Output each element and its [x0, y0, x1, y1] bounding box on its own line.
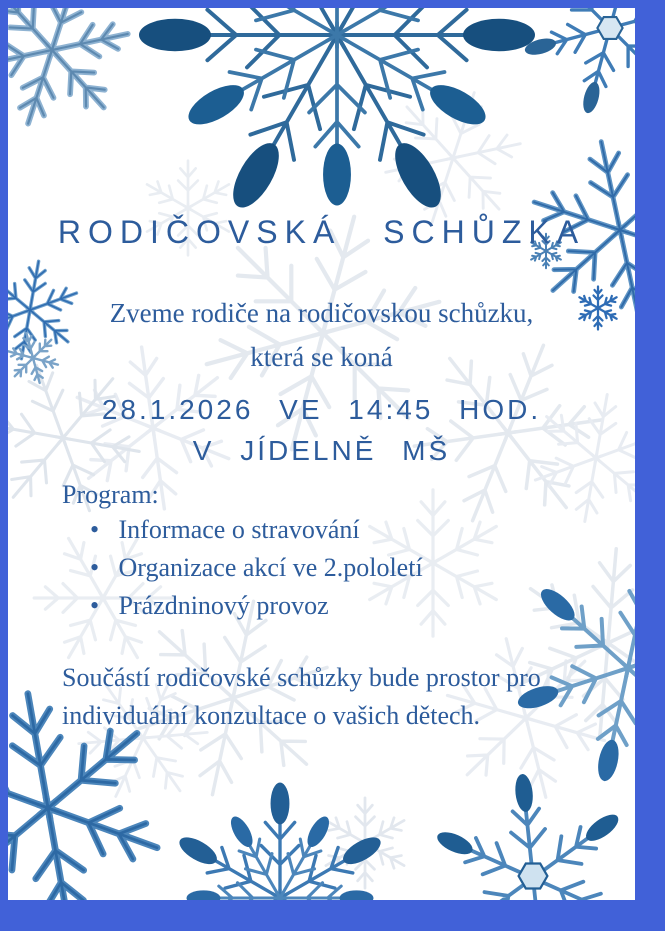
- program-list: [90, 511, 423, 625]
- intro-line-1: Zveme rodiče na rodičovskou schůzku,: [109, 298, 534, 328]
- page-title: RODIČOVSKÁ SCHŮZKA: [57, 214, 586, 250]
- datetime-line-2: V JÍDELNĚ MŠ: [192, 435, 451, 466]
- program-item-label: Informace o stravování: [118, 515, 360, 544]
- intro-line-2: která se koná: [250, 342, 393, 372]
- program-item: [90, 587, 423, 625]
- bullet-icon: •: [90, 553, 100, 582]
- bullet-icon: •: [90, 515, 100, 544]
- datetime-text: [8, 389, 635, 471]
- footer-line-1: Součástí rodičovské schůzky bude prostor pro: [62, 663, 541, 692]
- program-item: [90, 549, 423, 587]
- program-item-label: Prázdninový provoz: [118, 591, 329, 620]
- poster-page: [8, 8, 635, 900]
- program-item-label: Organizace akcí ve 2.pololetí: [118, 553, 423, 582]
- program-label: Program:: [62, 480, 159, 509]
- intro-text: [8, 291, 635, 379]
- datetime-line-1: 28.1.2026 VE 14:45 HOD.: [101, 394, 542, 425]
- program-item: [90, 511, 423, 549]
- footer-line-2: individuální konzultace o vašich dětech.: [62, 701, 481, 730]
- poster-content: [8, 8, 635, 900]
- footer-text: [62, 659, 541, 735]
- bullet-icon: •: [90, 591, 100, 620]
